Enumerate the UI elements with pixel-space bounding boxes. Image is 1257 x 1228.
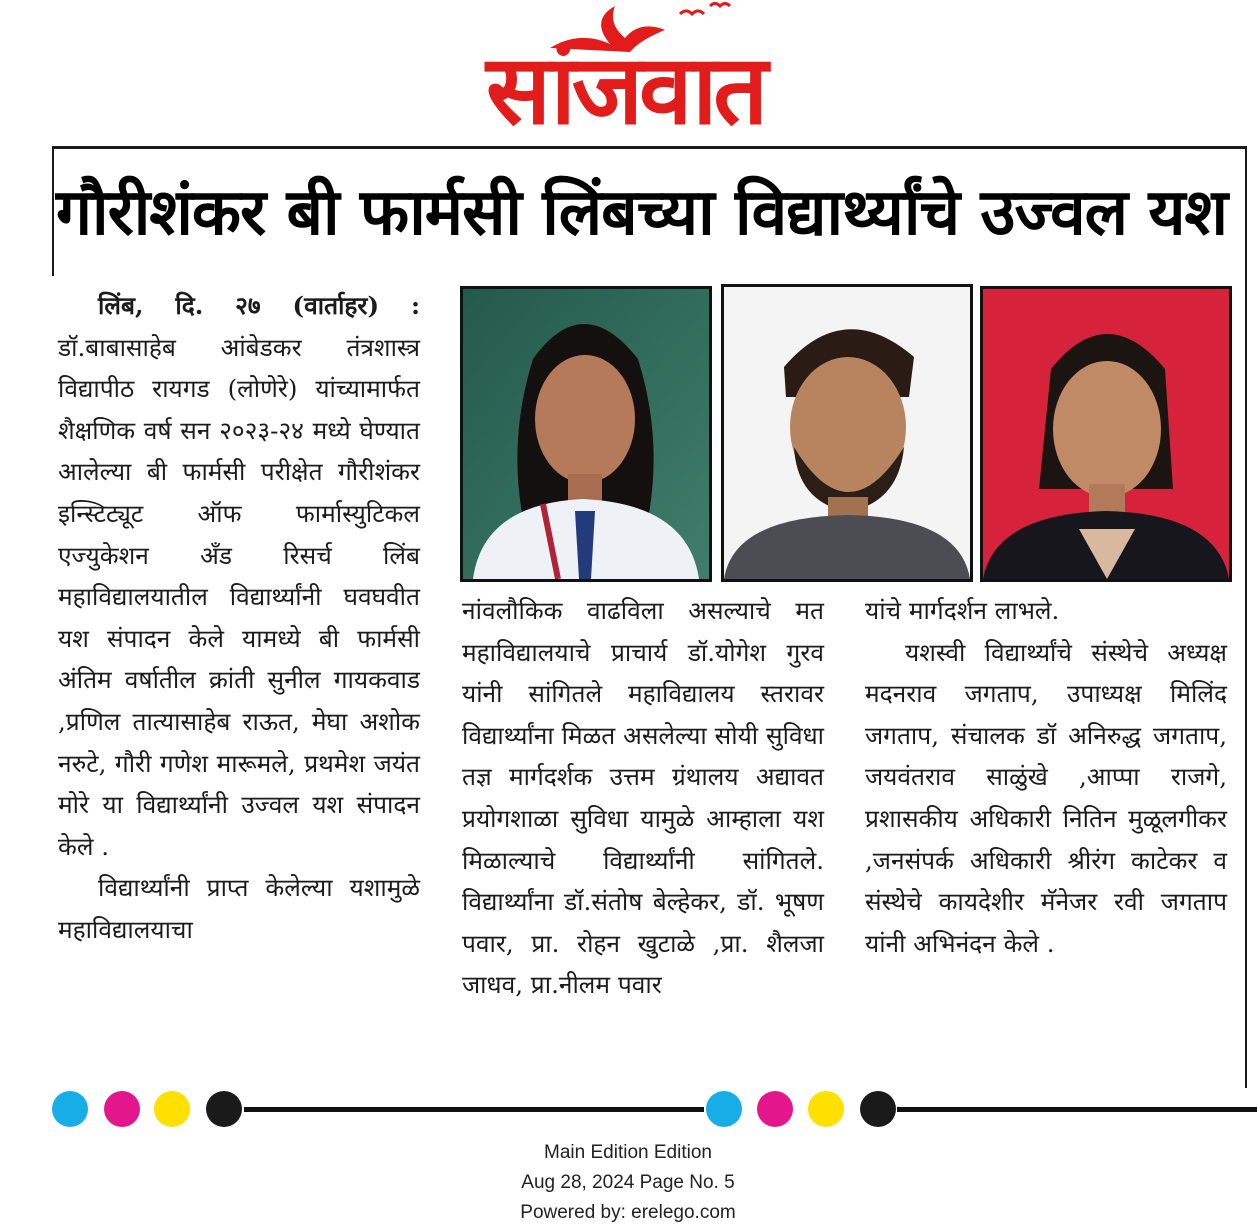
- student-photo-male-icon: [724, 287, 970, 579]
- yellow-dot-icon: [154, 1091, 190, 1127]
- registration-bar: [52, 1091, 1257, 1131]
- registration-line-left: [244, 1107, 704, 1112]
- student-photo-2: [721, 284, 973, 582]
- article-paragraph-2: विद्यार्थ्यांनी प्राप्त केलेल्या यशामुळे महाविद्यालयाचा: [58, 873, 420, 944]
- masthead-logo: [430, 0, 820, 146]
- student-photo-1: [460, 286, 712, 582]
- date-page-label: Aug 28, 2024 Page No. 5: [521, 1172, 735, 1193]
- masthead-title: सांजवात: [486, 34, 764, 146]
- black-dot-icon: [860, 1091, 896, 1127]
- registration-line-right: [897, 1107, 1257, 1112]
- article-paragraph-4: यांचे मार्गदर्शन लाभले.: [865, 596, 1060, 625]
- top-rule: [52, 146, 1247, 149]
- right-rule: [1245, 146, 1247, 1088]
- student-photo-3: [980, 286, 1232, 582]
- article-paragraph-3: नांवलौकिक वाढविला असल्याचे मत महाविद्यालयाचे प्राचार्य डॉ.योगेश गुरव यांनी सांगितले महाविद्यालय स्तरावर विद्यार्थ्यांना मिळत असलेल्या सोयी सुविधा तज्ञ मार्गदर्शक उत्तम ग्रंथालय अद्यावत प्रयोगशाळा सुविधा यामुळे आम्हाला यश मिळाल्याचे विद्यार्थ्यांनी सांगितले. विद्यार्थ्यांना डॉ.संतोष बेल्हेकर, डॉ. भूषण पवार, प्रा. रोहन खुटाळे ,प्रा. शैलजा जाधव, प्रा.नीलम पवार: [462, 596, 824, 1000]
- article-paragraph-5: यशस्वी विद्यार्थ्यांचे संस्थेचे अध्यक्ष मदनराव जगताप, उपाध्यक्ष मिलिंद जगताप, संचालक डॉ अनिरुद्ध जगताप, जयवंतराव साळुंखे ,आप्पा राजगे, प्रशासकीय अधिकारी नितिन मुळूलगीकर ,जनसंपर्क अधिकारी श्रीरंग काटेकर व संस्थेचे कायदेशीर मॅनेजर रवी जगताप यांनी अभिनंदन केले .: [865, 637, 1227, 958]
- black-dot-icon: [206, 1091, 242, 1127]
- edition-label: Main Edition Edition: [544, 1142, 712, 1163]
- dateline: लिंब, दि. २७ (वार्ताहर) :: [98, 291, 420, 320]
- cyan-dot-icon: [706, 1091, 742, 1127]
- left-rule: [52, 146, 54, 276]
- student-photo-female-2-icon: [983, 289, 1229, 579]
- article-paragraph-1: डॉ.बाबासाहेब आंबेडकर तंत्रशास्त्र विद्यापीठ रायगड (लोणेरे) यांच्यामार्फत शैक्षणिक वर्ष सन २०२३-२४ मध्ये घेण्यात आलेल्या बी फार्मसी परीक्षेत गौरीशंकर इन्स्टिट्यूट ऑफ फार्मास्युटिकल एज्युकेशन अँड रिसर्च लिंब महाविद्यालयातील विद्यार्थ्यांनी घवघवीत यश संपादन केले यामध्ये बी फार्मसी अंतिम वर्षातील क्रांती सुनील गायकवाड ,प्रणिल तात्यासाहेब राऊत, मेघा अशोक नरुटे, गौरी गणेश मारूमले, प्रथमेश जयंत मोरे या विद्यार्थ्यांनी उज्वल यश संपादन केले .: [58, 332, 420, 861]
- cyan-dot-icon: [52, 1091, 88, 1127]
- article-column-1: [58, 285, 420, 951]
- magenta-dot-icon: [104, 1091, 140, 1127]
- headline: गौरीशंकर बी फार्मसी लिंबच्या विद्यार्थ्यांचे उज्वल यश: [56, 176, 1227, 250]
- article-column-3: [865, 590, 1227, 964]
- article-column-2: [462, 590, 824, 1006]
- yellow-dot-icon: [808, 1091, 844, 1127]
- magenta-dot-icon: [757, 1091, 793, 1127]
- footer: [400, 1138, 856, 1228]
- student-photo-female-1-icon: [463, 289, 709, 579]
- powered-by-label: Powered by: erelego.com: [520, 1202, 736, 1223]
